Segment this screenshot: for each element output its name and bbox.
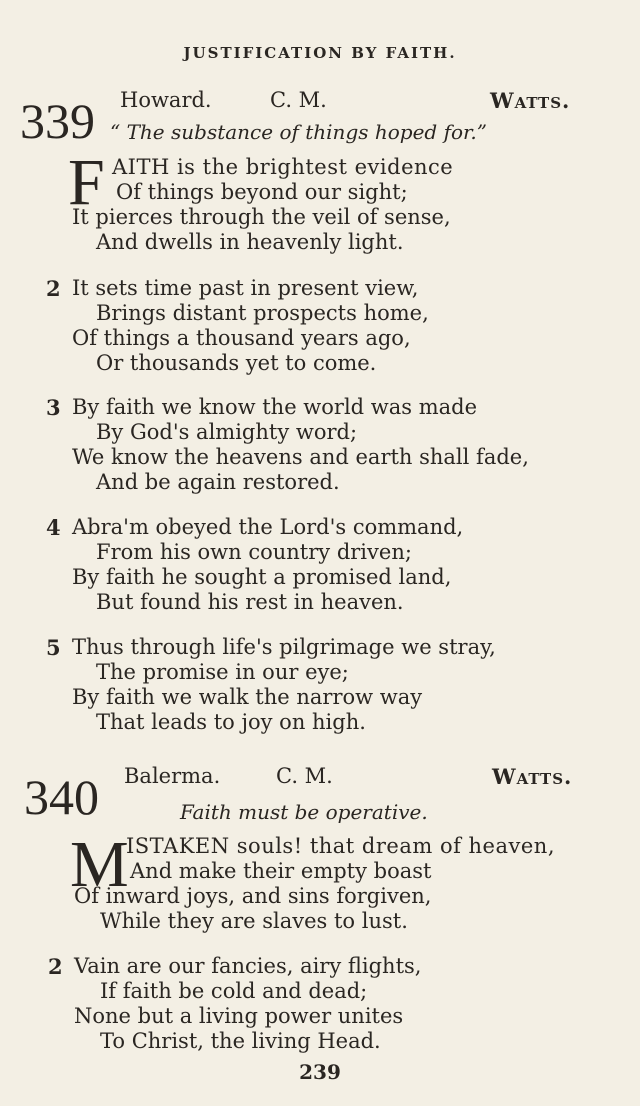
verse-line: We know the heavens and earth shall fade, <box>72 445 529 469</box>
verse-line: And be again restored. <box>96 470 340 494</box>
verse-line: ISTAKEN souls! that dream of heaven, <box>126 834 555 858</box>
verse-line: It sets time past in present view, <box>72 276 419 300</box>
verse-line: Of things a thousand years ago, <box>72 326 411 350</box>
verse-line: If faith be cold and dead; <box>100 979 368 1003</box>
verse-line: While they are slaves to lust. <box>100 909 408 933</box>
author: Watts. <box>492 764 573 789</box>
hymn-subtitle: “ The substance of things hoped for.” <box>110 120 487 144</box>
verse-line: And dwells in heavenly light. <box>96 230 404 254</box>
verse-line: Abra'm obeyed the Lord's command, <box>72 515 464 539</box>
stanza-number: 3 <box>46 395 61 420</box>
running-head: JUSTIFICATION BY FAITH. <box>183 44 457 62</box>
stanza-number: 5 <box>46 635 61 660</box>
verse-line: Vain are our fancies, airy flights, <box>74 954 422 978</box>
author: Watts. <box>490 88 571 113</box>
page-number: 239 <box>299 1060 341 1084</box>
verse-line: AITH is the brightest evidence <box>112 155 454 179</box>
stanza-number: 2 <box>46 276 61 301</box>
verse-line: By faith he sought a promised land, <box>72 565 452 589</box>
verse-line: And make their empty boast <box>130 859 432 883</box>
verse-line: Brings distant prospects home, <box>96 301 429 325</box>
verse-line: But found his rest in heaven. <box>96 590 404 614</box>
verse-line: By God's almighty word; <box>96 420 358 444</box>
hymn-subtitle: Faith must be operative. <box>180 800 428 824</box>
verse-line: Thus through life's pilgrimage we stray, <box>72 635 496 659</box>
tune-name: Balerma. <box>124 764 221 788</box>
verse-line: It pierces through the veil of sense, <box>72 205 451 229</box>
verse-line: None but a living power unites <box>74 1004 404 1028</box>
stanza-number: 4 <box>46 515 61 540</box>
tune-name: Howard. <box>120 88 212 112</box>
verse-line: Or thousands yet to come. <box>96 351 377 375</box>
stanza-number: 2 <box>48 954 63 979</box>
verse-line: Of things beyond our sight; <box>116 180 408 204</box>
meter: C. M. <box>270 88 327 112</box>
drop-cap: M <box>70 828 129 901</box>
verse-line: From his own country driven; <box>96 540 412 564</box>
verse-line: By faith we walk the narrow way <box>72 685 423 709</box>
verse-line: The promise in our eye; <box>96 660 349 684</box>
meter: C. M. <box>276 764 333 788</box>
verse-line: By faith we know the world was made <box>72 395 478 419</box>
drop-cap: F <box>68 146 105 219</box>
hymn-number: 340 <box>24 769 99 825</box>
hymn-number: 339 <box>20 93 95 149</box>
verse-line: To Christ, the living Head. <box>100 1029 381 1053</box>
verse-line: Of inward joys, and sins forgiven, <box>74 884 432 908</box>
verse-line: That leads to joy on high. <box>96 710 366 734</box>
